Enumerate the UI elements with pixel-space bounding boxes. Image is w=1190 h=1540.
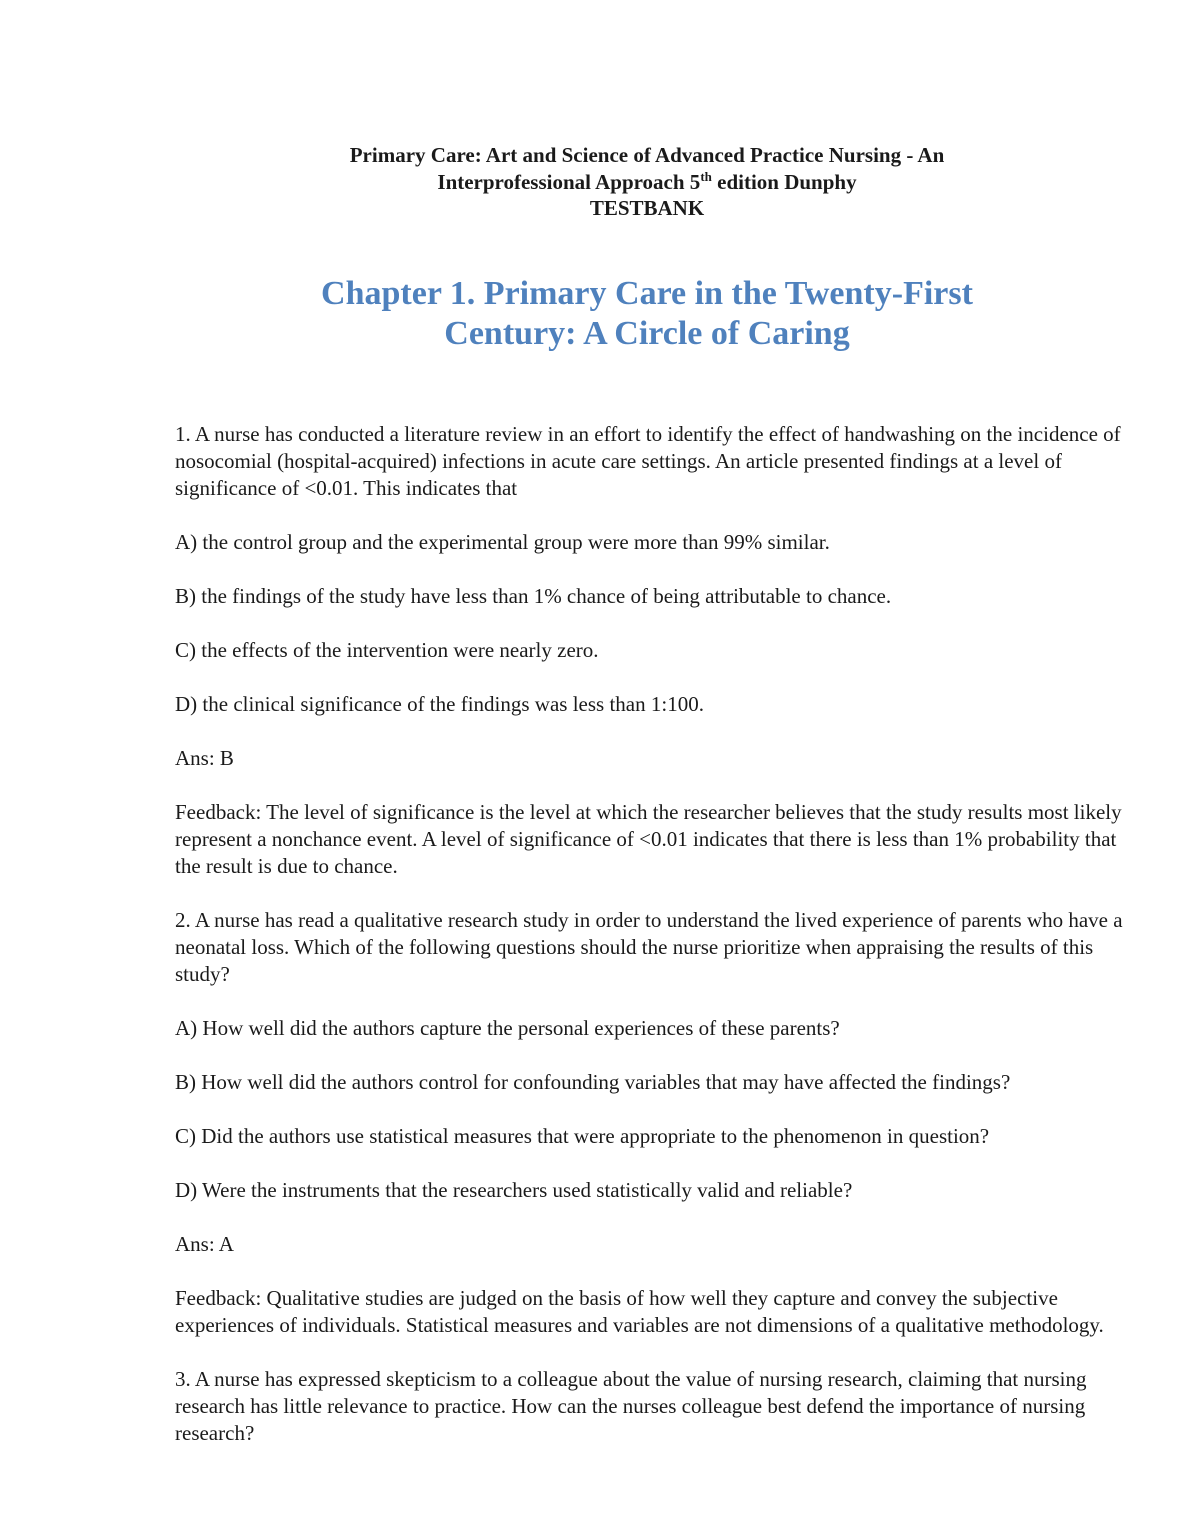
question-1-option-a: A) the control group and the experimental group were more than 99% similar. [175, 530, 830, 554]
question-1-feedback: Feedback: The level of significance is the level at which the researcher believes that the study results most likely represent a nonchance event. A level of significance of <0.01 indicates that there is less than 1% probability that the result is due to chance. [175, 800, 1122, 878]
book-title-line-2-main: Interprofessional Approach 5 [437, 169, 701, 194]
book-title-line-2 [175, 169, 1119, 196]
question-1-option-c: C) the effects of the intervention were nearly zero. [175, 638, 599, 662]
testbank-label: TESTBANK [589, 196, 705, 220]
question-2-option-b: B) How well did the authors control for confounding variables that may have affected the findings? [175, 1070, 1011, 1094]
question-2-option-c: C) Did the authors use statistical measures that were appropriate to the phenomenon in question? [175, 1124, 990, 1148]
edition-superscript: th [700, 168, 712, 184]
question-1-option-d: D) the clinical significance of the findings was less than 1:100. [175, 692, 704, 716]
book-title-line-2-end: edition Dunphy [711, 169, 857, 194]
question-2-feedback: Feedback: Qualitative studies are judged on the basis of how well they capture and convey the subjective experiences of individuals. Statistical measures and variables are not dimensions of a qualitative methodology. [175, 1286, 1104, 1337]
question-2-option-a: A) How well did the authors capture the personal experiences of these parents? [175, 1016, 840, 1040]
chapter-title [175, 274, 1119, 354]
question-2-option-d: D) Were the instruments that the researchers used statistically valid and reliable? [175, 1178, 853, 1202]
question-1-stem: 1. A nurse has conducted a literature review in an effort to identify the effect of handwashing on the incidence of nosocomial (hospital-acquired) infections in acute care settings. An article presented findings at a level of significance of <0.01. This indicates that [175, 422, 1121, 500]
chapter-title-line-2: Century: A Circle of Caring [444, 315, 850, 352]
question-list [175, 421, 1125, 1474]
question-1-answer: Ans: B [175, 746, 234, 770]
question-3-stem: 3. A nurse has expressed skepticism to a colleague about the value of nursing research, claiming that nursing research has little relevance to practice. How can the nurses colleague best defend the importance of nursing research? [175, 1367, 1087, 1445]
question-2-stem: 2. A nurse has read a qualitative research study in order to understand the lived experience of parents who have a neonatal loss. Which of the following questions should the nurse prioritize when appraising the results of this study? [175, 908, 1123, 986]
question-1-option-b: B) the findings of the study have less than 1% chance of being attributable to chance. [175, 584, 892, 608]
book-title-header [175, 142, 1119, 222]
chapter-title-line-1: Chapter 1. Primary Care in the Twenty-First [321, 275, 973, 312]
question-2-answer: Ans: A [175, 1232, 234, 1256]
book-title-line-1: Primary Care: Art and Science of Advanced Practice Nursing - An [349, 143, 945, 167]
